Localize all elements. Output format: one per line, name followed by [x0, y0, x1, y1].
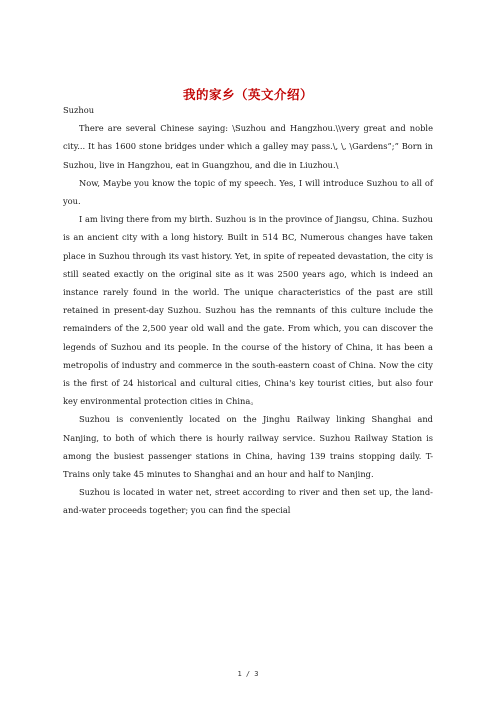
document-body [63, 101, 433, 520]
paragraph: Suzhou is conveniently located on the Jinghu Railway linking Shanghai and Nanjing, to both of which there is hourly railway service. Suzhou Railway Station is among the busiest passenger stations in China, having 139 trains stopping daily. T-Trains only take 45 minutes to Shanghai and an hour and half to Nanjing. [63, 414, 433, 480]
document-title: 我的家乡（英文介绍） [182, 87, 313, 103]
paragraph: There are several Chinese saying: \Suzhou and Hangzhou.\\very great and noble city... It has 1600 stone bridges under which a galley may pass.\, \, \Gardens”;” Born in Suzhou, live in Hangzhou, eat in Guangzhou, and die in Liuzhou.\ [63, 123, 433, 170]
section-heading: Suzhou [63, 105, 95, 115]
paragraph: I am living there from my birth. Suzhou is in the province of Jiangsu, China. Suzhou is an ancient city with a long history. Built in 514 BC, Numerous changes have taken place in Suzhou through its vast history. Yet, in spite of repeated devastation, the city is still seated exactly on the original site as it was 2500 years ago, which is indeed an instance rarely found in the world. The unique characteristics of the past are still retained in present-day Suzhou. Suzhou has the remnants of this culture include the remainders of the 2,500 year old wall and the gate. From which, you can discover the legends of Suzhou and its people. In the course of the history of China, it has been a metropolis of industry and commerce in the south-eastern coast of China. Now the city is the first of 24 historical and cultural cities, China's key tourist cities, but also four key environmental protection cities in China。 [63, 214, 433, 407]
paragraph: Suzhou is located in water net, street according to river and then set up, the land-and-water proceeds together; you can find the special [63, 487, 433, 516]
paragraph: Now, Maybe you know the topic of my speech. Yes, I will introduce Suzhou to all of you. [63, 177, 433, 207]
page-indicator: 1 / 3 [237, 670, 259, 678]
